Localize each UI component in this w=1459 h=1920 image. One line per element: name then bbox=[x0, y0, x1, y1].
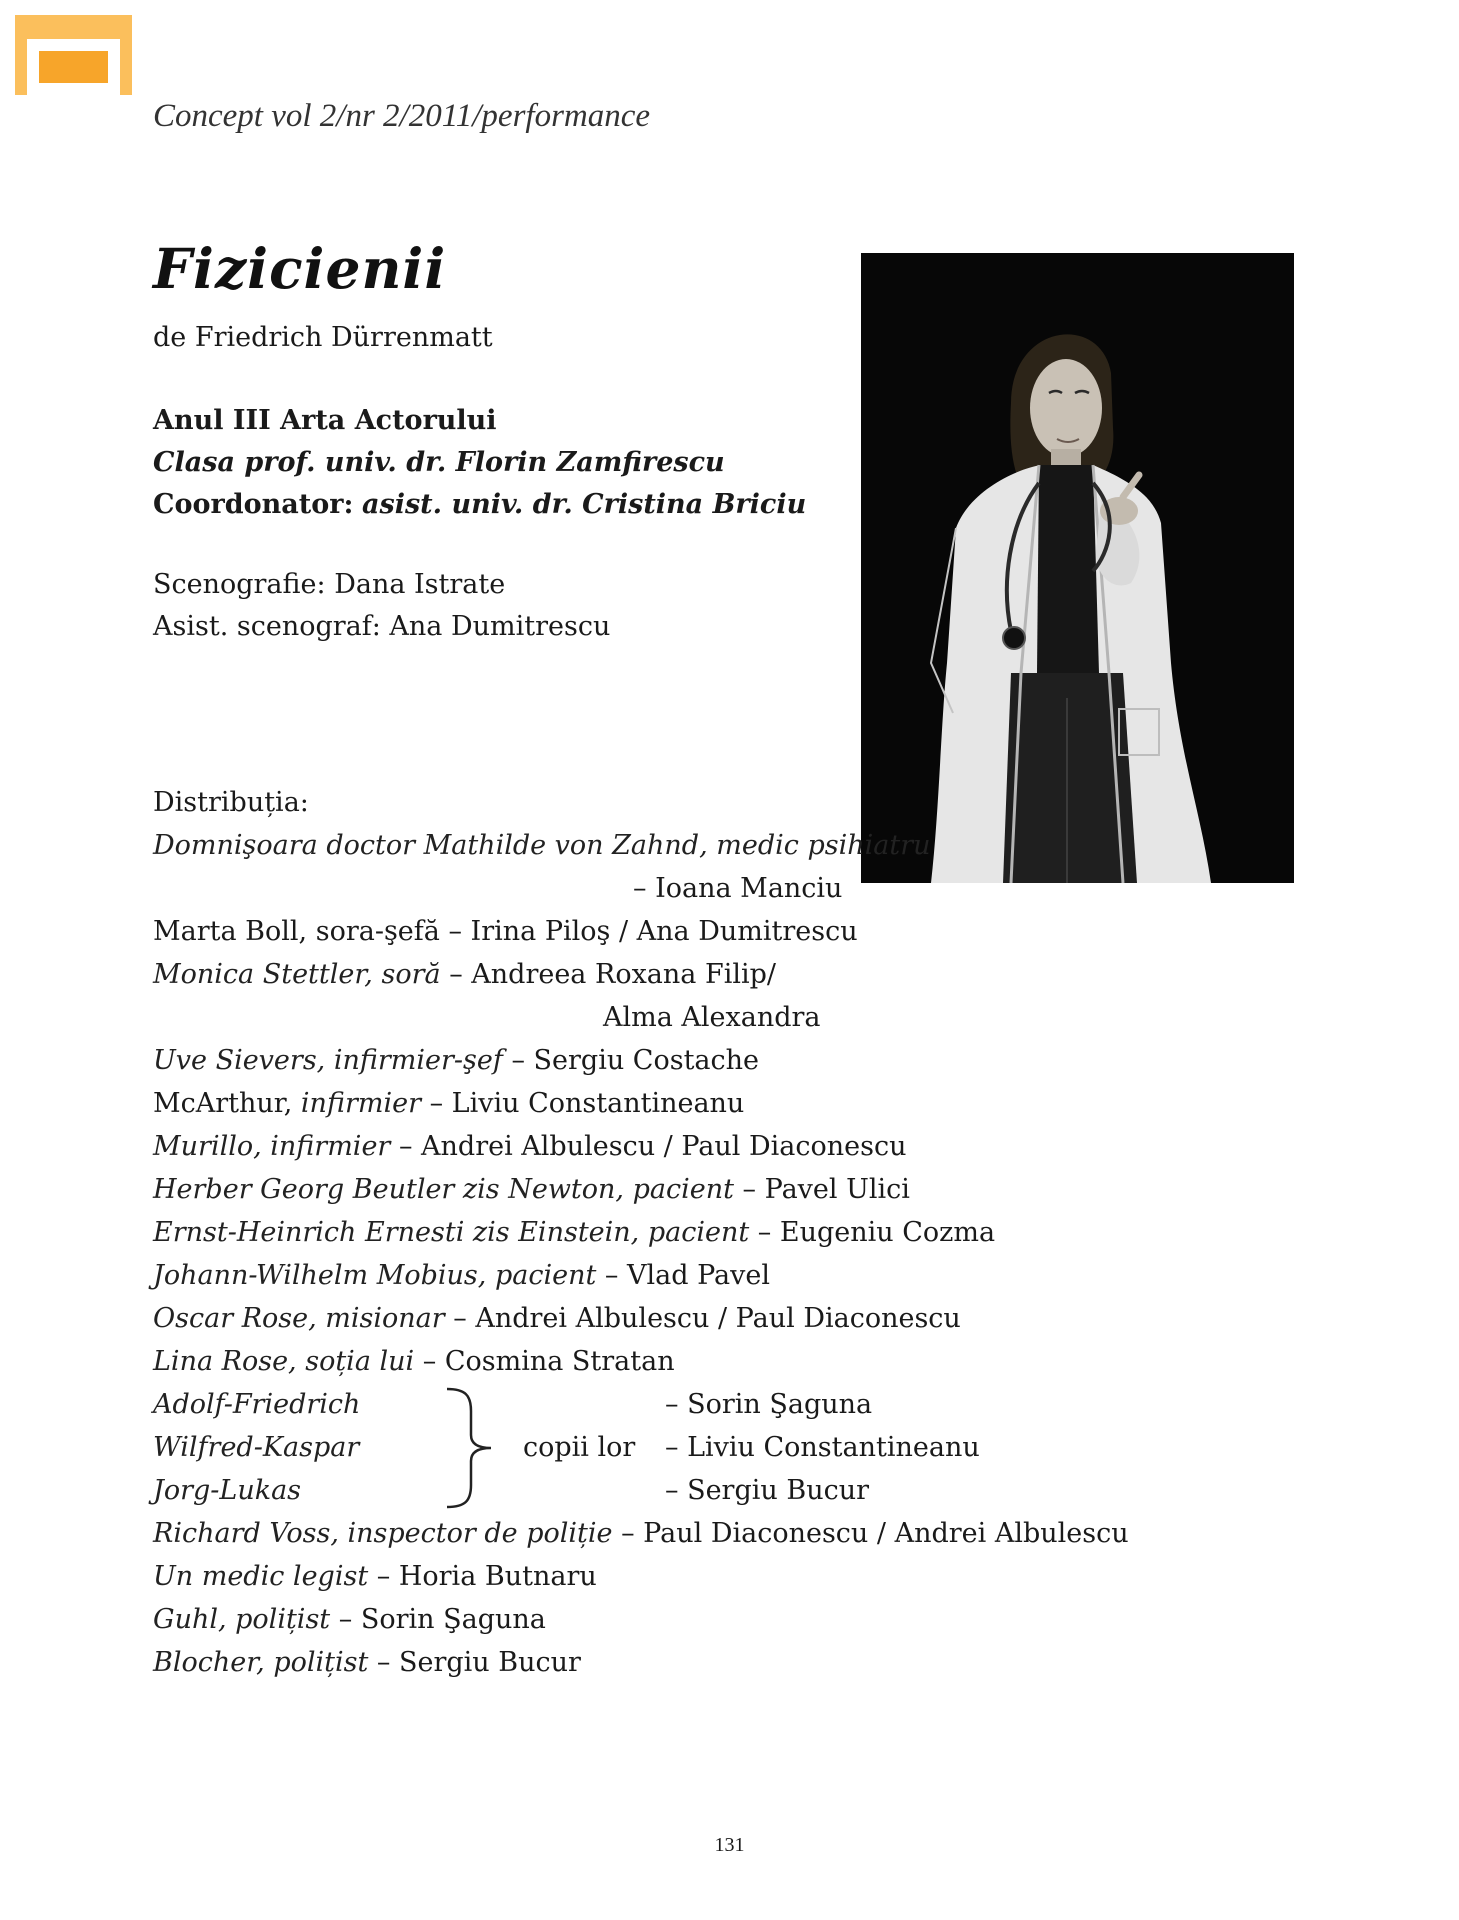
actor-name: – Pavel Ulici bbox=[742, 1174, 910, 1205]
cast-entry bbox=[153, 1168, 1129, 1211]
play-title: Fizicienii bbox=[153, 236, 447, 301]
role-name: Murillo, infirmier bbox=[153, 1131, 391, 1162]
cast-entry bbox=[153, 1254, 1129, 1297]
class-label: Clasa prof. univ. dr. Florin Zamfirescu bbox=[153, 447, 725, 478]
child-entry bbox=[153, 1383, 1129, 1426]
actor-name: – Andreea Roxana Filip/ bbox=[449, 959, 776, 990]
cast-list bbox=[153, 781, 1129, 1684]
brace-icon bbox=[443, 1385, 503, 1511]
actor-name: – Irina Piloş / Ana Dumitrescu bbox=[448, 916, 858, 947]
role-name: Richard Voss, inspector de poliție bbox=[153, 1518, 613, 1549]
actor-name: – Sergiu Bucur bbox=[376, 1647, 581, 1678]
coordinator-line bbox=[153, 484, 806, 526]
role-descriptor: infirmier bbox=[300, 1088, 421, 1119]
role-name: Uve Sievers, infirmier-şef bbox=[153, 1045, 503, 1076]
cast-entry bbox=[153, 1125, 1129, 1168]
actor-name: – Paul Diaconescu / Andrei Albulescu bbox=[621, 1518, 1129, 1549]
cast-entry bbox=[153, 1297, 1129, 1340]
set-design: Scenografie: Dana Istrate bbox=[153, 569, 506, 600]
year-label: Anul III Arta Actorului bbox=[153, 405, 497, 436]
design-credits bbox=[153, 564, 610, 648]
role-name: Monica Stettler, soră bbox=[153, 959, 441, 990]
role-name: Johann-Wilhelm Mobius, pacient bbox=[153, 1260, 597, 1291]
cast-entry-cont bbox=[153, 867, 1129, 910]
role-name: Guhl, polițist bbox=[153, 1604, 331, 1635]
coordinator-key: Coordonator: bbox=[153, 489, 354, 520]
cast-entry bbox=[153, 1598, 1129, 1641]
actor-name: – Sorin Şaguna bbox=[665, 1389, 873, 1420]
assistant-set-design: Asist. scenograf: Ana Dumitrescu bbox=[153, 611, 611, 642]
cast-entry bbox=[153, 1555, 1129, 1598]
actor-name: – Andrei Albulescu / Paul Diaconescu bbox=[398, 1131, 907, 1162]
cast-entry bbox=[153, 953, 1129, 996]
role-name: Oscar Rose, misionar bbox=[153, 1303, 445, 1334]
actor-name: – Eugeniu Cozma bbox=[757, 1217, 996, 1248]
role-name: Un medic legist bbox=[153, 1561, 369, 1592]
journal-header: Concept vol 2/nr 2/2011/performance bbox=[153, 98, 651, 134]
cast-entry bbox=[153, 1512, 1129, 1555]
child-entry bbox=[153, 1469, 1129, 1512]
role-name: Jorg-Lukas bbox=[153, 1475, 302, 1506]
actor-name: – Sergiu Costache bbox=[511, 1045, 760, 1076]
role-name: Adolf-Friedrich bbox=[153, 1389, 361, 1420]
actor-name: – Andrei Albulescu / Paul Diaconescu bbox=[453, 1303, 961, 1334]
cast-entry bbox=[153, 1340, 1129, 1383]
role-name: Herber Georg Beutler zis Newton, pacient bbox=[153, 1174, 734, 1205]
children-group bbox=[153, 1383, 1129, 1512]
cast-entry bbox=[153, 1211, 1129, 1254]
actor-name: – Liviu Constantineanu bbox=[665, 1432, 980, 1463]
actor-name: – Vlad Pavel bbox=[604, 1260, 771, 1291]
cast-entry bbox=[153, 910, 1129, 953]
actor-name: – Liviu Constantineanu bbox=[429, 1088, 745, 1119]
actor-name: – Horia Butnaru bbox=[376, 1561, 597, 1592]
cast-heading: Distribuția: bbox=[153, 787, 309, 818]
cast-entry bbox=[153, 1641, 1129, 1684]
journal-logo bbox=[15, 15, 132, 95]
cast-entry-cont bbox=[153, 996, 1129, 1039]
actor-name: – Cosmina Stratan bbox=[422, 1346, 675, 1377]
role-name: Lina Rose, soția lui bbox=[153, 1346, 415, 1377]
child-entry bbox=[153, 1426, 1129, 1469]
credits-block bbox=[153, 400, 806, 526]
cast-entry bbox=[153, 1082, 1129, 1125]
role-name: Ernst-Heinrich Ernesti zis Einstein, pacient bbox=[153, 1217, 750, 1248]
role-name: Wilfred-Kaspar bbox=[153, 1432, 360, 1463]
role-name: Marta Boll, sora-şefă bbox=[153, 916, 440, 947]
group-label: copii lor bbox=[523, 1432, 636, 1463]
role-name: McArthur, bbox=[153, 1088, 293, 1119]
cast-entry bbox=[153, 824, 1129, 867]
actor-name: – Sorin Şaguna bbox=[338, 1604, 546, 1635]
role-name: Domnişoara doctor Mathilde von Zahnd, medic psihiatru bbox=[153, 830, 931, 861]
role-name: Blocher, polițist bbox=[153, 1647, 369, 1678]
actor-name-cont: Alma Alexandra bbox=[603, 1002, 821, 1033]
coordinator-value: asist. univ. dr. Cristina Briciu bbox=[362, 489, 807, 520]
page-number: 131 bbox=[714, 1834, 745, 1856]
play-author: de Friedrich Dürrenmatt bbox=[153, 322, 493, 353]
actor-name: – Ioana Manciu bbox=[633, 873, 843, 904]
actor-name: – Sergiu Bucur bbox=[665, 1475, 870, 1506]
cast-entry bbox=[153, 1039, 1129, 1082]
